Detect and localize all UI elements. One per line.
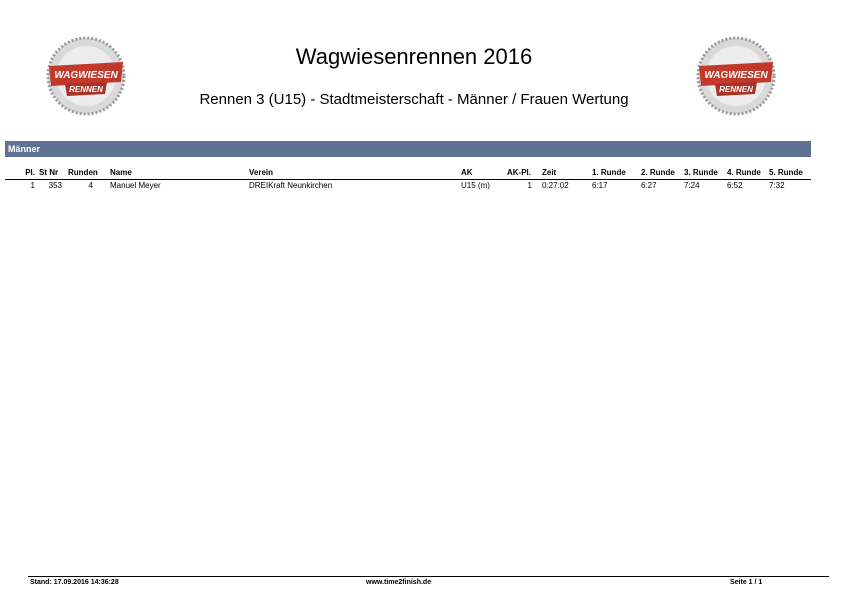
table-row: [5, 180, 811, 192]
col-header-runde-2: 2. Runde: [641, 168, 675, 177]
results-table: [5, 167, 811, 192]
page-title: [0, 44, 842, 70]
page-title-text: Wagwiesenrennen 2016: [295, 44, 533, 69]
logo-left-word1: WAGWIESEN: [54, 70, 118, 81]
cell-name: Manuel Meyer: [110, 181, 161, 190]
logo-left-word2: RENNEN: [69, 85, 103, 94]
cell-ak: U15 (m): [461, 181, 490, 190]
cell-ak-platz: 1: [527, 181, 532, 190]
col-header-verein: Verein: [249, 168, 274, 177]
col-header-runden: Runden: [68, 168, 98, 177]
footer-stand: Stand: 17.09.2016 14:36:28: [30, 579, 119, 586]
col-header-runde-1: 1. Runde: [592, 168, 626, 177]
cell-runde-5: 7:32: [769, 181, 785, 190]
footer-divider: [28, 576, 829, 577]
footer-page-number: Seite 1 / 1: [730, 579, 763, 586]
cell-runden: 4: [88, 181, 93, 190]
cell-zeit: 0:27:02: [542, 181, 569, 190]
col-header-platz: Pl.: [25, 168, 35, 177]
col-header-startnummer: St Nr: [39, 168, 59, 177]
col-header-name: Name: [110, 168, 132, 177]
footer-website[interactable]: www.time2finish.de: [366, 579, 432, 586]
col-header-runde-3: 3. Runde: [684, 168, 718, 177]
cell-runde-2: 6:27: [641, 181, 657, 190]
col-header-ak-platz: AK-Pl.: [507, 168, 531, 177]
section-header-maenner: [5, 141, 811, 157]
page-subtitle: [0, 91, 842, 108]
cell-platz: 1: [30, 181, 35, 190]
col-header-runde-5: 5. Runde: [769, 168, 803, 177]
cell-verein: DREIKraft Neunkirchen: [249, 181, 333, 190]
col-header-runde-4: 4. Runde: [727, 168, 761, 177]
cell-startnummer: 353: [48, 181, 62, 190]
logo-right-word2: RENNEN: [719, 85, 753, 94]
logo-right-word1: WAGWIESEN: [704, 70, 768, 81]
col-header-ak: AK: [461, 168, 473, 177]
cell-runde-3: 7:24: [684, 181, 700, 190]
cell-runde-1: 6:17: [592, 181, 608, 190]
section-title: Männer: [8, 144, 41, 154]
table-header-row: [5, 167, 811, 180]
col-header-zeit: Zeit: [542, 168, 557, 177]
page-subtitle-text: Rennen 3 (U15) - Stadtmeisterschaft - Männer / Frauen Wertung: [199, 91, 629, 108]
cell-runde-4: 6:52: [727, 181, 743, 190]
